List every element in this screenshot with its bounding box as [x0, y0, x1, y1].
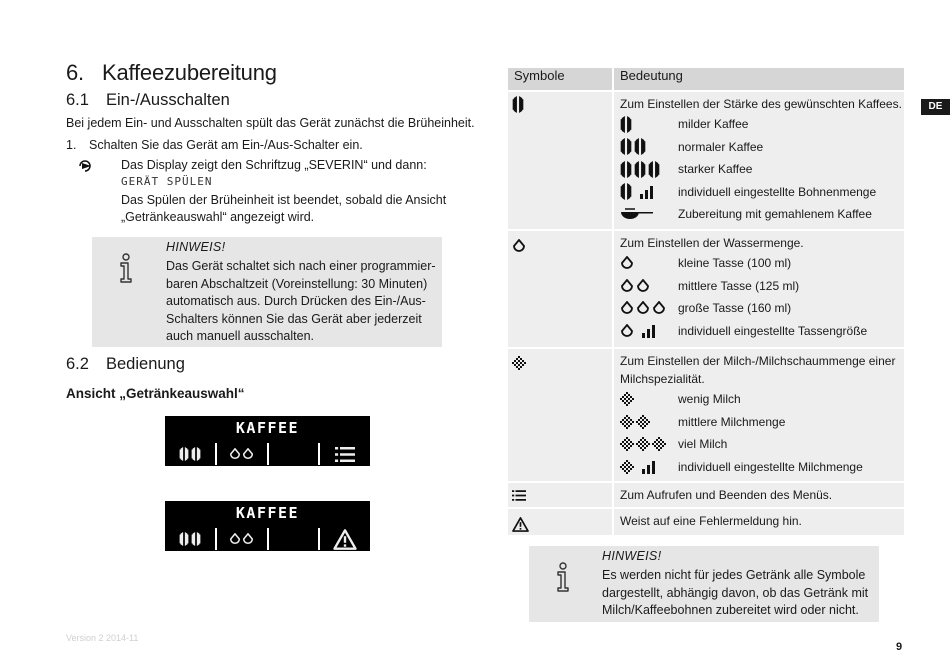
- menu-icon: [512, 490, 526, 501]
- display-mockup-menu: [165, 416, 370, 466]
- menu-icon: [335, 447, 355, 462]
- item-label: individuell eingestellte Milchmenge: [678, 459, 863, 474]
- section-title: [66, 60, 277, 86]
- result-line-1: Das Display zeigt den Schriftzug „SEVERIN“ und dann:: [121, 158, 427, 172]
- list-item: [620, 456, 904, 479]
- level-bars-icon: [642, 460, 658, 474]
- row-desc-2: Milchspezialität.: [620, 372, 705, 386]
- table-header-row: [507, 67, 905, 91]
- hint-line: dargestellt, abhängig davon, ob das Getränk mit: [602, 585, 869, 600]
- drop-icon: [620, 279, 634, 293]
- list-item: [620, 320, 904, 343]
- hint-text: [602, 567, 868, 620]
- hint-line: baren Abschaltzeit (Voreinstellung: 30 Minuten): [166, 276, 428, 291]
- bean-icon: [179, 447, 189, 461]
- subsection-title: Ein-/Ausschalten: [106, 91, 230, 109]
- warning-cell: [320, 528, 370, 550]
- hint-text: [166, 258, 436, 346]
- hint-line: Es werden nicht für jedes Getränk alle Symbole: [602, 568, 866, 582]
- symbol-cell: [507, 508, 613, 536]
- table-row: [507, 230, 905, 348]
- step-number: 1.: [66, 138, 77, 152]
- drop-icon: [512, 239, 526, 253]
- water-cell: [217, 443, 269, 465]
- hint-box-1: [92, 237, 442, 347]
- item-label: viel Milch: [678, 437, 728, 452]
- bean-icon: [648, 161, 660, 178]
- hint-line: auch manuell ausschalten.: [166, 329, 315, 343]
- header-meaning: Bedeutung: [613, 67, 905, 91]
- display-mockup-warning: [165, 501, 370, 551]
- bean-icon: [620, 138, 632, 155]
- info-icon: [553, 562, 573, 592]
- drop-icon: [229, 533, 241, 545]
- display-title: KAFFEE: [235, 504, 300, 522]
- info-icon: [116, 253, 136, 283]
- symbol-table: [506, 66, 906, 537]
- hint-line: Das Gerät schaltet sich nach einer programmier-: [166, 259, 436, 273]
- row-desc-1: Zum Einstellen der Milch-/Milchschaummenge einer: [620, 354, 896, 368]
- hint-title: HINWEIS!: [166, 240, 226, 254]
- hint-line: automatisch aus. Durch Drücken des Ein-/Aus-: [166, 294, 426, 308]
- menu-cell: [320, 443, 370, 465]
- water-cell: [217, 528, 269, 550]
- item-label: mittlere Milchmenge: [678, 414, 786, 429]
- bean-icon: [634, 161, 646, 178]
- result-arrow-icon: [79, 159, 93, 177]
- warning-icon: [512, 517, 529, 532]
- drop-icon: [620, 324, 634, 338]
- list-item: [620, 297, 904, 320]
- bean-icon: [620, 116, 632, 133]
- ground-coffee-icon: [620, 208, 654, 220]
- display-text-geraet-spuelen: GERÄT SPÜLEN: [121, 175, 213, 188]
- bean-icon: [191, 532, 201, 546]
- display-title: KAFFEE: [235, 419, 300, 437]
- milk-icon: [652, 437, 666, 451]
- list-item: [620, 113, 904, 136]
- table-row: [507, 91, 905, 230]
- level-bars-icon: [640, 185, 656, 199]
- symbol-cell: [507, 91, 613, 230]
- item-label: individuell eingestellte Bohnenmenge: [678, 184, 877, 199]
- milk-icon: [512, 356, 526, 370]
- item-label: Zubereitung mit gemahlenem Kaffee: [678, 207, 872, 222]
- row-desc: Zum Einstellen der Stärke des gewünschten Kaffees.: [620, 97, 902, 111]
- symbol-cell: [507, 230, 613, 348]
- subsection-heading-6-2: [66, 355, 185, 374]
- item-label: mittlere Tasse (125 ml): [678, 278, 800, 293]
- subsection-number: 6.1: [66, 91, 89, 109]
- milk-icon: [636, 415, 650, 429]
- drop-icon: [636, 301, 650, 315]
- list-item: [620, 433, 904, 456]
- drop-icon: [229, 448, 241, 460]
- list-item: [620, 181, 904, 204]
- item-label: individuell eingestellte Tassengröße: [678, 323, 868, 338]
- meaning-cell: Zum Aufrufen und Beenden des Menüs.: [613, 482, 905, 508]
- section-number: 6.: [66, 60, 84, 85]
- item-label: wenig Milch: [678, 392, 741, 407]
- table-row: [507, 508, 905, 536]
- drop-icon: [652, 301, 666, 315]
- bean-icon: [634, 138, 646, 155]
- hint-line: Milch/Kaffeebohnen zubereitet wird oder nicht.: [602, 603, 859, 617]
- header-symbols: Symbole: [507, 67, 613, 91]
- list-item: [620, 203, 904, 226]
- step-text: Schalten Sie das Gerät am Ein-/Aus-Schalter ein.: [89, 138, 363, 152]
- drop-icon: [242, 533, 254, 545]
- level-bars-icon: [642, 324, 658, 338]
- table-row: [507, 482, 905, 508]
- meaning-cell: [613, 91, 905, 230]
- strength-cell: [165, 443, 217, 465]
- bean-icon: [620, 161, 632, 178]
- drop-icon: [636, 279, 650, 293]
- drop-icon: [620, 301, 634, 315]
- empty-cell: [269, 443, 321, 465]
- list-item: [620, 158, 904, 181]
- meaning-cell: [613, 348, 905, 482]
- hint-box-2: [529, 546, 879, 622]
- subsection-title: Bedienung: [106, 355, 185, 373]
- version-footer: Version 2 2014-11: [66, 633, 139, 643]
- bean-icon: [512, 96, 524, 113]
- drop-icon: [620, 256, 634, 270]
- row-desc: Zum Einstellen der Wassermenge.: [620, 236, 804, 250]
- item-label: normaler Kaffee: [678, 139, 764, 154]
- symbol-cell: [507, 348, 613, 482]
- result-line-2: Das Spülen der Brüheinheit ist beendet, sobald die Ansicht: [121, 193, 447, 207]
- milk-icon: [620, 392, 634, 406]
- milk-icon: [636, 437, 650, 451]
- bean-icon: [620, 183, 632, 200]
- symbol-cell: [507, 482, 613, 508]
- hint-line: Schalters können Sie das Gerät aber jederzeit: [166, 311, 422, 326]
- warning-icon: [333, 529, 357, 550]
- bean-icon: [179, 532, 189, 546]
- intro-text: Bei jedem Ein- und Ausschalten spült das Gerät zunächst die Brüheinheit.: [66, 116, 475, 130]
- empty-cell: [269, 528, 321, 550]
- subsection-heading-6-1: [66, 91, 230, 110]
- list-item: [620, 252, 904, 275]
- milk-icon: [620, 415, 634, 429]
- item-label: milder Kaffee: [678, 117, 749, 132]
- list-item: [620, 388, 904, 411]
- page-number: 9: [896, 641, 903, 653]
- meaning-cell: Weist auf eine Fehlermeldung hin.: [613, 508, 905, 536]
- table-row: [507, 348, 905, 482]
- list-item: [620, 275, 904, 298]
- strength-cell: [165, 528, 217, 550]
- milk-icon: [620, 460, 634, 474]
- list-item: [620, 136, 904, 159]
- item-label: große Tasse (160 ml): [678, 301, 792, 316]
- item-label: kleine Tasse (100 ml): [678, 256, 792, 271]
- hint-title: HINWEIS!: [602, 549, 662, 563]
- meaning-cell: [613, 230, 905, 348]
- drop-icon: [242, 448, 254, 460]
- result-line-3: „Getränkeauswahl“ angezeigt wird.: [121, 210, 315, 224]
- item-label: starker Kaffee: [678, 162, 753, 177]
- subsection-number: 6.2: [66, 355, 89, 373]
- step-1: [66, 136, 363, 154]
- section-title-text: Kaffeezubereitung: [102, 60, 277, 85]
- milk-icon: [620, 437, 634, 451]
- view-heading: Ansicht „Getränkeauswahl“: [66, 386, 245, 401]
- list-item: [620, 411, 904, 434]
- bean-icon: [191, 447, 201, 461]
- language-badge: DE: [921, 99, 950, 115]
